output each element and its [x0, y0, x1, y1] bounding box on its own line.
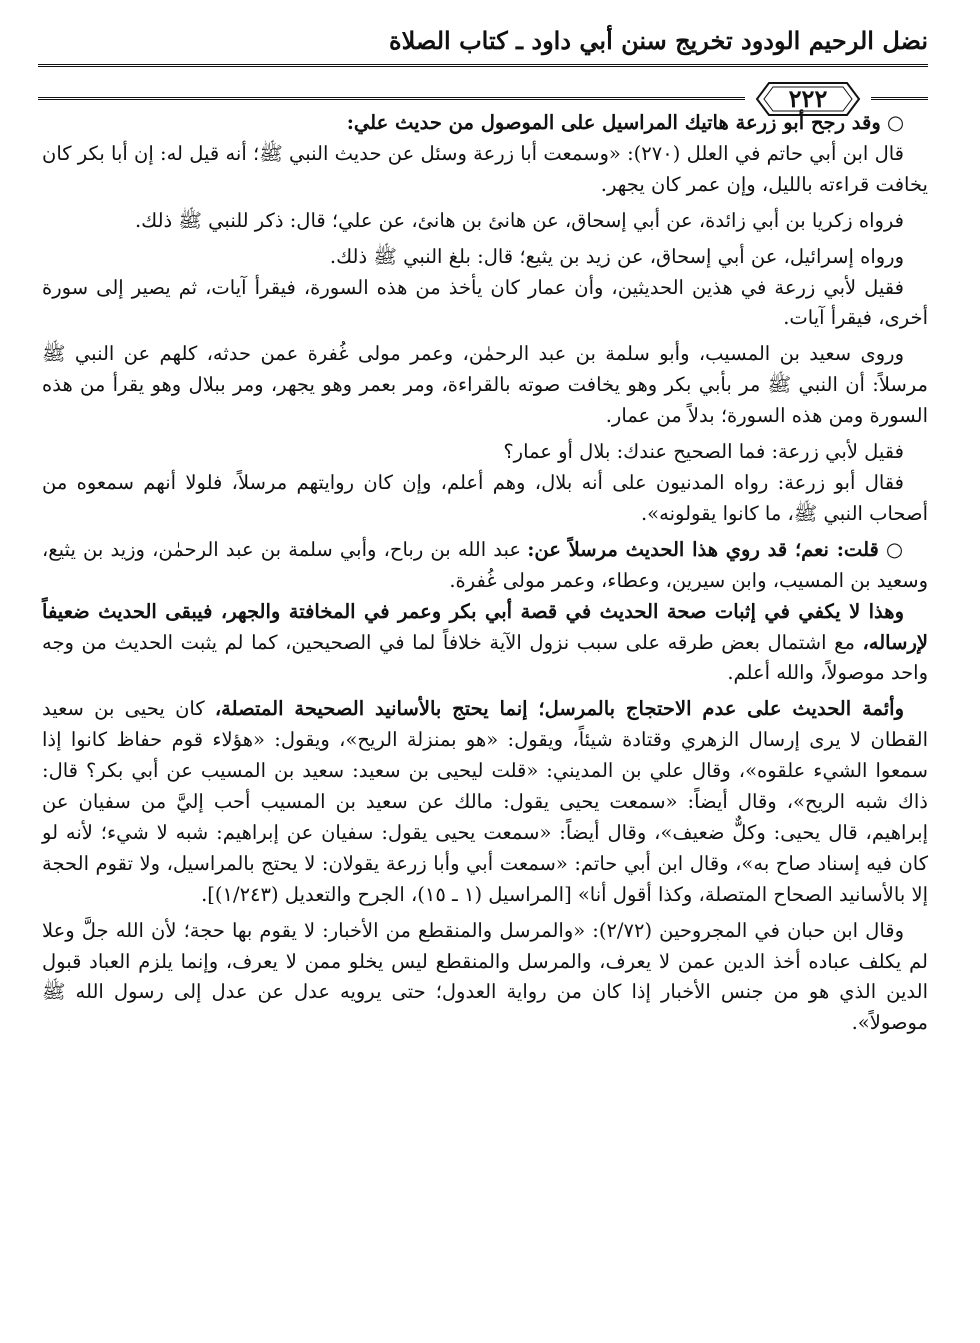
paragraph	[42, 437, 928, 468]
bold-heading: وهذا لا يكفي في إثبات صحة الحديث في قصة أبي بكر وعمر في المخافتة والجهر، فيبقى الحديث ضعيفاً لإرساله،	[42, 599, 928, 654]
header-rule-left	[38, 97, 745, 100]
paragraph	[42, 273, 928, 335]
paragraph	[42, 108, 928, 139]
paragraph	[42, 535, 928, 597]
paragraph-text: فقال أبو زرعة: رواه المدنيون على أنه بلال، وهم أعلم، وإن كان روايتهم مرسلاً، فلولا أنهم سمعوه من أصحاب النبي ﷺ، ما كانوا يقولونه».	[42, 470, 928, 525]
paragraph-text: وقال ابن حبان في المجروحين (٢/٧٢): «والمرسل والمنقطع من الأخبار: لا يقوم بها حجة؛ لأن الله جلَّ وعلا لم يكلف عباده أخذ الدين عمن لا يعرف، والمرسل والمنقطع ليس يخلو ممن لا يعرف، وإنما يلزم العباد قبول الدين الذي هو من جنس الأخبار إذا كان من رواية العدول؛ حتى يرويه عدل عن عدل إلى رسول الله ﷺ موصولاً».	[42, 918, 928, 1035]
paragraph	[42, 694, 928, 910]
paragraph-text: فقيل لأبي زرعة: فما الصحيح عندك: بلال أو عمار؟	[503, 440, 904, 464]
bullet-marker: ○	[880, 111, 904, 134]
paragraph	[42, 468, 928, 530]
paragraph	[42, 139, 928, 201]
paragraph-text: وروى سعيد بن المسيب، وأبو سلمة بن عبد الرحمٰن، وعمر مولى غُفرة عمن حدثه، كلهم عن النبي ﷺ مرسلاً: أن النبي ﷺ مر بأبي بكر وهو يخافت صوته بالقراءة، ومر بعمر وهو يجهر، ومر ببلال وهو يقرأ من هذه السورة ومن هذه السورة؛ بدلاً من عمار.	[42, 342, 928, 428]
bold-heading: قلت: نعم؛ قد روي هذا الحديث مرسلاً عن:	[527, 537, 879, 561]
paragraph-text: قال ابن أبي حاتم في العلل (٢٧٠): «وسمعت أبا زرعة وسئل عن حديث النبي ﷺ؛ أنه قيل له: إن أبا بكر كان يخافت قراءته بالليل، وإن عمر كان يجهر.	[42, 141, 928, 196]
page-header	[38, 26, 928, 113]
paragraph-text: ورواه إسرائيل، عن أبي إسحاق، عن زيد بن يثيع؛ قال: بلغ النبي ﷺ ذلك.	[329, 244, 904, 268]
body-text	[42, 108, 928, 1323]
paragraph-text: فرواه زكريا بن أبي زائدة، عن أبي إسحاق، عن هانئ بن هانئ، عن علي؛ قال: ذكر للنبي ﷺ ذلك.	[134, 208, 904, 232]
bold-heading: وقد رجح أبو زرعة هاتيك المراسيل على الموصول من حديث علي:	[346, 111, 881, 134]
paragraph-text: مع اشتمال بعض طرقه على سبب نزول الآية خلافاً لما في الصحيحين، كما لم يثبت الحديث من وجه واحد موصولاً، والله أعلم.	[42, 630, 928, 685]
header-rule	[38, 64, 928, 67]
paragraph	[42, 242, 928, 273]
paragraph	[42, 916, 928, 1040]
paragraph	[42, 339, 928, 432]
paragraph-text: كان يحيى بن سعيد القطان لا يرى إرسال الزهري وقتادة شيئاً، ويقول: «هو بمنزلة الريح»، ويقول: «هؤلاء قوم حفاظ كانوا إذا سمعوا الشيء علقوه»، وقال علي بن المديني: «قلت ليحيى بن سعيد: سعيد بن المسيب عن أبي بكر؟ قال: ذاك شبه الريح»، وقال أيضاً: «سمعت يحيى يقول: مالك عن سعيد بن المسيب أحب إليَّ من سفيان عن إبراهيم، قال يحيى: وكلٌّ ضعيف»، وقال أيضاً: «سمعت يحيى يقول: سفيان عن إبراهيم: شبه لا شيء؛ لأنه لو كان فيه إسناد صاح به»، وقال ابن أبي حاتم: «سمعت أبي وأبا زرعة يقولان: لا يحتج بالمراسيل، ولا تقوم الحجة إلا بالأسانيد الصحاح المتصلة، وكذا أقول أنا» [المراسيل (١ ـ ١٥)، الجرح والتعديل (١/٢٤٣)].	[42, 697, 928, 906]
page-number: ٢٢٢	[788, 84, 828, 113]
bold-heading: وأئمة الحديث على عدم الاحتجاج بالمرسل؛ إنما يحتج بالأسانيد الصحيحة المتصلة،	[214, 697, 904, 721]
paragraph	[42, 206, 928, 237]
header-rule-right	[871, 97, 928, 100]
book-title: نضل الرحيم الودود تخريج سنن أبي داود ـ كتاب الصلاة	[389, 26, 928, 55]
paragraph	[42, 597, 928, 690]
bullet-marker: ○	[878, 537, 904, 561]
paragraph-text: عبد الله بن رباح، وأبي سلمة بن عبد الرحمٰن، وزيد بن يثيع، وسعيد بن المسيب، وابن سيرين، وعطاء، وعمر مولى غُفرة.	[42, 537, 928, 592]
paragraph-text: فقيل لأبي زرعة في هذين الحديثين، وأن عمار كان يأخذ من هذه السورة، فيقرأ آيات، ثم يصير إلى سورة أخرى، فيقرأ آيات.	[42, 275, 928, 330]
